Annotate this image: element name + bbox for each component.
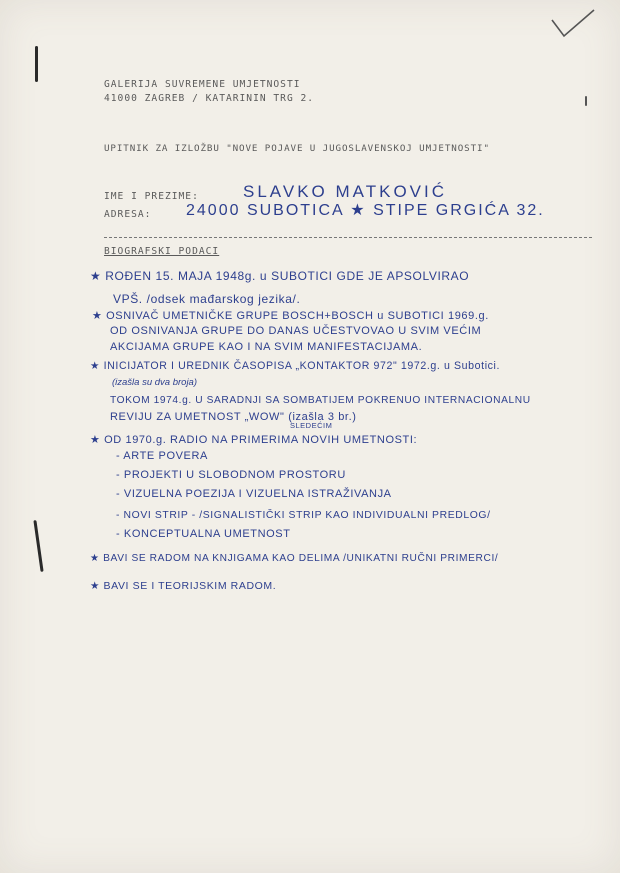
punch-hole-bottom [33, 520, 43, 572]
bio-list-item-4: - NOVI STRIP - /SIGNALISTIČKI STRIP KAO INDIVIDUALNI PREDLOG/ [116, 510, 491, 521]
section-divider [104, 237, 592, 238]
bio-insert-word: SLEDEĆIM [290, 421, 333, 430]
punch-hole-top-right [585, 96, 587, 106]
bio-section-label: BIOGRAFSKI PODACI [104, 246, 220, 257]
bio-line-10: ★ OD 1970.g. RADIO NA PRIMERIMA NOVIH UMETNOSTI: [90, 434, 418, 446]
bio-line-2: VPŠ. /odsek mađarskog jezika/. [113, 292, 301, 306]
bio-line-8: TOKOM 1974.g. U SARADNJI SA SOMBATIJEM POKRENUO INTERNACIONALNU [110, 395, 531, 406]
name-label: IME I PREZIME: [104, 191, 199, 202]
bio-line-9: REVIJU ZA UMETNOST „WOW" (izašla 3 br.) [110, 411, 357, 423]
gallery-address: 41000 ZAGREB / KATARININ TRG 2. [104, 93, 315, 104]
bio-list-item-5: - KONCEPTUALNA UMETNOST [116, 528, 291, 540]
bio-line-11: ★ BAVI SE RADOM NA KNJIGAMA KAO DELIMA /UNIKATNI RUČNI PRIMERCI/ [90, 553, 499, 564]
bio-line-1: ★ ROĐEN 15. MAJA 1948g. u SUBOTICI GDE JE APSOLVIRAO [90, 269, 470, 283]
name-value: SLAVKO MATKOVIĆ [243, 182, 448, 201]
address-value: 24000 SUBOTICA ★ STIPE GRGIĆA 32. [186, 202, 545, 219]
bio-list-item-2: - PROJEKTI U SLOBODNOM PROSTORU [116, 469, 346, 481]
bio-line-4: OD OSNIVANJA GRUPE DO DANAS UČESTVOVAO U SVIM VEĆIM [110, 325, 482, 337]
checkmark-icon [548, 6, 608, 46]
address-label: ADRESA: [104, 209, 152, 220]
bio-line-6: ★ INICIJATOR I UREDNIK ČASOPISA „KONTAKTOR 972" 1972.g. u Subotici. [90, 360, 501, 372]
gallery-name: GALERIJA SUVREMENE UMJETNOSTI [104, 79, 301, 90]
bio-list-item-3: - VIZUELNA POEZIJA I VIZUELNA ISTRAŽIVANJA [116, 488, 392, 500]
bio-line-12: ★ BAVI SE I TEORIJSKIM RADOM. [90, 580, 277, 592]
bio-list-item-1: - ARTE POVERA [116, 450, 208, 462]
bio-line-7: (izašla su dva broja) [112, 377, 198, 388]
punch-hole-top [35, 46, 38, 82]
questionnaire-title: UPITNIK ZA IZLOŽBU "NOVE POJAVE U JUGOSLAVENSKOJ UMJETNOSTI" [104, 143, 490, 154]
bio-line-5: AKCIJAMA GRUPE KAO I NA SVIM MANIFESTACIJAMA. [110, 341, 423, 353]
bio-line-3: ★ OSNIVAČ UMETNIČKE GRUPE BOSCH+BOSCH u SUBOTICI 1969.g. [92, 310, 489, 322]
